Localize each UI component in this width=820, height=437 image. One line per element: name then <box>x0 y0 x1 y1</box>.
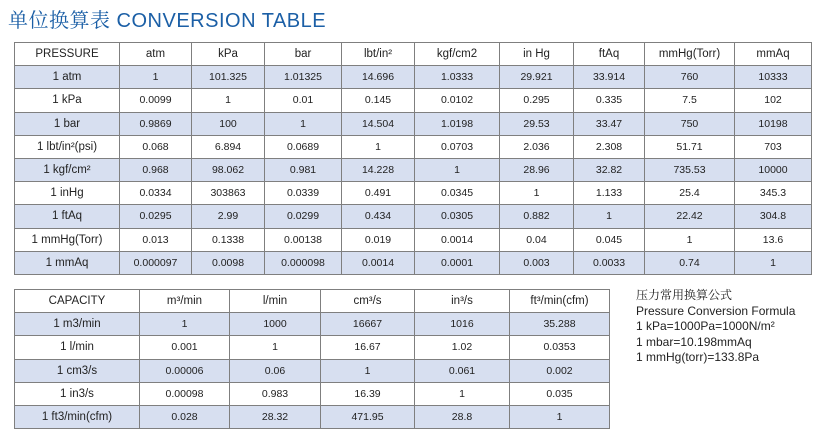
pressure-cell: 14.228 <box>342 158 415 181</box>
pressure-row <box>15 66 812 89</box>
pressure-cell: 1 <box>120 66 192 89</box>
pressure-cell: 0.0345 <box>415 182 500 205</box>
pressure-conversion-table <box>14 42 812 275</box>
pressure-cell: 1 <box>192 89 265 112</box>
pressure-row-label: 1 kPa <box>15 89 120 112</box>
capacity-cell: 28.32 <box>230 405 321 428</box>
pressure-cell: 14.696 <box>342 66 415 89</box>
pressure-cell: 6.894 <box>192 135 265 158</box>
pressure-cell: 750 <box>645 112 735 135</box>
pressure-row <box>15 228 812 251</box>
formula-line: 1 mmHg(torr)=133.8Pa <box>636 350 760 364</box>
pressure-row <box>15 135 812 158</box>
pressure-body <box>15 66 812 275</box>
capacity-row <box>15 336 610 359</box>
pressure-header-row <box>15 43 812 66</box>
pressure-cell: 0.003 <box>500 251 574 274</box>
pressure-row-label: 1 lbt/in²(psi) <box>15 135 120 158</box>
capacity-row <box>15 313 610 336</box>
pressure-header-cell: ftAq <box>574 43 645 66</box>
pressure-header-cell: in Hg <box>500 43 574 66</box>
capacity-cell: 28.8 <box>415 405 510 428</box>
pressure-cell: 0.0014 <box>415 228 500 251</box>
pressure-cell: 303863 <box>192 182 265 205</box>
pressure-cell: 0.335 <box>574 89 645 112</box>
pressure-cell: 14.504 <box>342 112 415 135</box>
pressure-row-label: 1 mmAq <box>15 251 120 274</box>
pressure-row-label: 1 kgf/cm² <box>15 158 120 181</box>
pressure-cell: 0.0299 <box>265 205 342 228</box>
capacity-cell: 0.035 <box>510 382 610 405</box>
capacity-cell: 0.06 <box>230 359 321 382</box>
pressure-cell: 1 <box>265 112 342 135</box>
pressure-cell: 0.0001 <box>415 251 500 274</box>
capacity-header-cell: cm³/s <box>321 290 415 313</box>
pressure-cell: 102 <box>735 89 812 112</box>
capacity-cell: 0.00098 <box>140 382 230 405</box>
pressure-header-cell: kPa <box>192 43 265 66</box>
pressure-cell: 0.019 <box>342 228 415 251</box>
capacity-cell: 0.00006 <box>140 359 230 382</box>
pressure-cell: 0.9869 <box>120 112 192 135</box>
capacity-body <box>15 313 610 429</box>
pressure-cell: 1 <box>342 135 415 158</box>
pressure-cell: 0.013 <box>120 228 192 251</box>
pressure-row <box>15 112 812 135</box>
capacity-cell: 16.67 <box>321 336 415 359</box>
pressure-cell: 7.5 <box>645 89 735 112</box>
pressure-cell: 2.308 <box>574 135 645 158</box>
pressure-row-label: 1 bar <box>15 112 120 135</box>
pressure-cell: 2.99 <box>192 205 265 228</box>
pressure-cell: 0.0689 <box>265 135 342 158</box>
pressure-cell: 703 <box>735 135 812 158</box>
pressure-cell: 13.6 <box>735 228 812 251</box>
pressure-cell: 0.882 <box>500 205 574 228</box>
capacity-cell: 35.288 <box>510 313 610 336</box>
pressure-row <box>15 251 812 274</box>
pressure-cell: 304.8 <box>735 205 812 228</box>
capacity-cell: 1 <box>230 336 321 359</box>
capacity-cell: 1016 <box>415 313 510 336</box>
pressure-cell: 1 <box>645 228 735 251</box>
capacity-cell: 0.028 <box>140 405 230 428</box>
pressure-cell: 0.068 <box>120 135 192 158</box>
pressure-cell: 1 <box>735 251 812 274</box>
pressure-cell: 0.0098 <box>192 251 265 274</box>
pressure-cell: 10000 <box>735 158 812 181</box>
capacity-row-label: 1 in3/s <box>15 382 140 405</box>
pressure-header-cell: bar <box>265 43 342 66</box>
capacity-cell: 1 <box>510 405 610 428</box>
pressure-cell: 0.491 <box>342 182 415 205</box>
pressure-row <box>15 182 812 205</box>
pressure-header-cell: atm <box>120 43 192 66</box>
capacity-row-label: 1 m3/min <box>15 313 140 336</box>
pressure-cell: 33.914 <box>574 66 645 89</box>
pressure-cell: 760 <box>645 66 735 89</box>
capacity-header-cell: in³/s <box>415 290 510 313</box>
page-title: 单位换算表 CONVERSION TABLE <box>8 10 327 32</box>
capacity-row-label: 1 l/min <box>15 336 140 359</box>
capacity-cell: 0.061 <box>415 359 510 382</box>
capacity-cell: 0.983 <box>230 382 321 405</box>
pressure-cell: 0.434 <box>342 205 415 228</box>
pressure-cell: 100 <box>192 112 265 135</box>
pressure-cell: 1 <box>500 182 574 205</box>
pressure-cell: 0.0703 <box>415 135 500 158</box>
pressure-row <box>15 89 812 112</box>
pressure-cell: 28.96 <box>500 158 574 181</box>
pressure-row <box>15 205 812 228</box>
pressure-row-label: 1 mmHg(Torr) <box>15 228 120 251</box>
pressure-cell: 32.82 <box>574 158 645 181</box>
capacity-cell: 1000 <box>230 313 321 336</box>
pressure-header-cell: PRESSURE <box>15 43 120 66</box>
pressure-cell: 33.47 <box>574 112 645 135</box>
capacity-row <box>15 405 610 428</box>
pressure-cell: 0.0014 <box>342 251 415 274</box>
pressure-cell: 0.00138 <box>265 228 342 251</box>
pressure-cell: 1.0198 <box>415 112 500 135</box>
pressure-cell: 29.53 <box>500 112 574 135</box>
capacity-header-cell: ft³/min(cfm) <box>510 290 610 313</box>
capacity-header-cell: m³/min <box>140 290 230 313</box>
pressure-cell: 51.71 <box>645 135 735 158</box>
pressure-cell: 0.968 <box>120 158 192 181</box>
pressure-cell: 1.133 <box>574 182 645 205</box>
formula-line: 1 kPa=1000Pa=1000N/m² <box>636 319 775 333</box>
pressure-cell: 1.0333 <box>415 66 500 89</box>
pressure-cell: 1.01325 <box>265 66 342 89</box>
pressure-row-label: 1 ftAq <box>15 205 120 228</box>
formula-title-cn: 压力常用换算公式 <box>636 288 733 302</box>
capacity-cell: 0.0353 <box>510 336 610 359</box>
capacity-cell: 1 <box>140 313 230 336</box>
capacity-conversion-table <box>14 289 610 429</box>
formula-title-en: Pressure Conversion Formula <box>636 303 796 318</box>
pressure-cell: 0.04 <box>500 228 574 251</box>
pressure-cell: 0.0295 <box>120 205 192 228</box>
pressure-cell: 10198 <box>735 112 812 135</box>
pressure-cell: 0.0305 <box>415 205 500 228</box>
pressure-cell: 345.3 <box>735 182 812 205</box>
pressure-header-cell: mmHg(Torr) <box>645 43 735 66</box>
pressure-cell: 0.145 <box>342 89 415 112</box>
pressure-cell: 98.062 <box>192 158 265 181</box>
capacity-row-label: 1 ft3/min(cfm) <box>15 405 140 428</box>
pressure-row <box>15 158 812 181</box>
pressure-cell: 0.000097 <box>120 251 192 274</box>
pressure-cell: 0.0334 <box>120 182 192 205</box>
pressure-formula-box <box>636 288 795 366</box>
capacity-row-label: 1 cm3/s <box>15 359 140 382</box>
capacity-cell: 471.95 <box>321 405 415 428</box>
capacity-cell: 1 <box>321 359 415 382</box>
pressure-cell: 0.0033 <box>574 251 645 274</box>
capacity-row <box>15 359 610 382</box>
pressure-cell: 0.000098 <box>265 251 342 274</box>
capacity-cell: 1 <box>415 382 510 405</box>
pressure-cell: 0.74 <box>645 251 735 274</box>
pressure-cell: 0.0102 <box>415 89 500 112</box>
pressure-cell: 1 <box>415 158 500 181</box>
pressure-cell: 22.42 <box>645 205 735 228</box>
pressure-header-cell: mmAq <box>735 43 812 66</box>
capacity-cell: 0.001 <box>140 336 230 359</box>
pressure-header-cell: kgf/cm2 <box>415 43 500 66</box>
capacity-header-row <box>15 290 610 313</box>
capacity-cell: 16.39 <box>321 382 415 405</box>
capacity-header-cell: CAPACITY <box>15 290 140 313</box>
pressure-cell: 0.01 <box>265 89 342 112</box>
pressure-cell: 25.4 <box>645 182 735 205</box>
formula-line: 1 mbar=10.198mmAq <box>636 334 752 349</box>
capacity-cell: 1.02 <box>415 336 510 359</box>
pressure-cell: 0.1338 <box>192 228 265 251</box>
pressure-row-label: 1 atm <box>15 66 120 89</box>
pressure-cell: 101.325 <box>192 66 265 89</box>
pressure-cell: 10333 <box>735 66 812 89</box>
pressure-header-cell: lbt/in² <box>342 43 415 66</box>
pressure-cell: 0.0099 <box>120 89 192 112</box>
capacity-cell: 0.002 <box>510 359 610 382</box>
pressure-row-label: 1 inHg <box>15 182 120 205</box>
capacity-row <box>15 382 610 405</box>
pressure-cell: 0.981 <box>265 158 342 181</box>
pressure-cell: 735.53 <box>645 158 735 181</box>
pressure-cell: 1 <box>574 205 645 228</box>
capacity-header-cell: l/min <box>230 290 321 313</box>
pressure-cell: 0.0339 <box>265 182 342 205</box>
capacity-cell: 16667 <box>321 313 415 336</box>
pressure-cell: 29.921 <box>500 66 574 89</box>
pressure-cell: 0.045 <box>574 228 645 251</box>
pressure-cell: 0.295 <box>500 89 574 112</box>
pressure-cell: 2.036 <box>500 135 574 158</box>
